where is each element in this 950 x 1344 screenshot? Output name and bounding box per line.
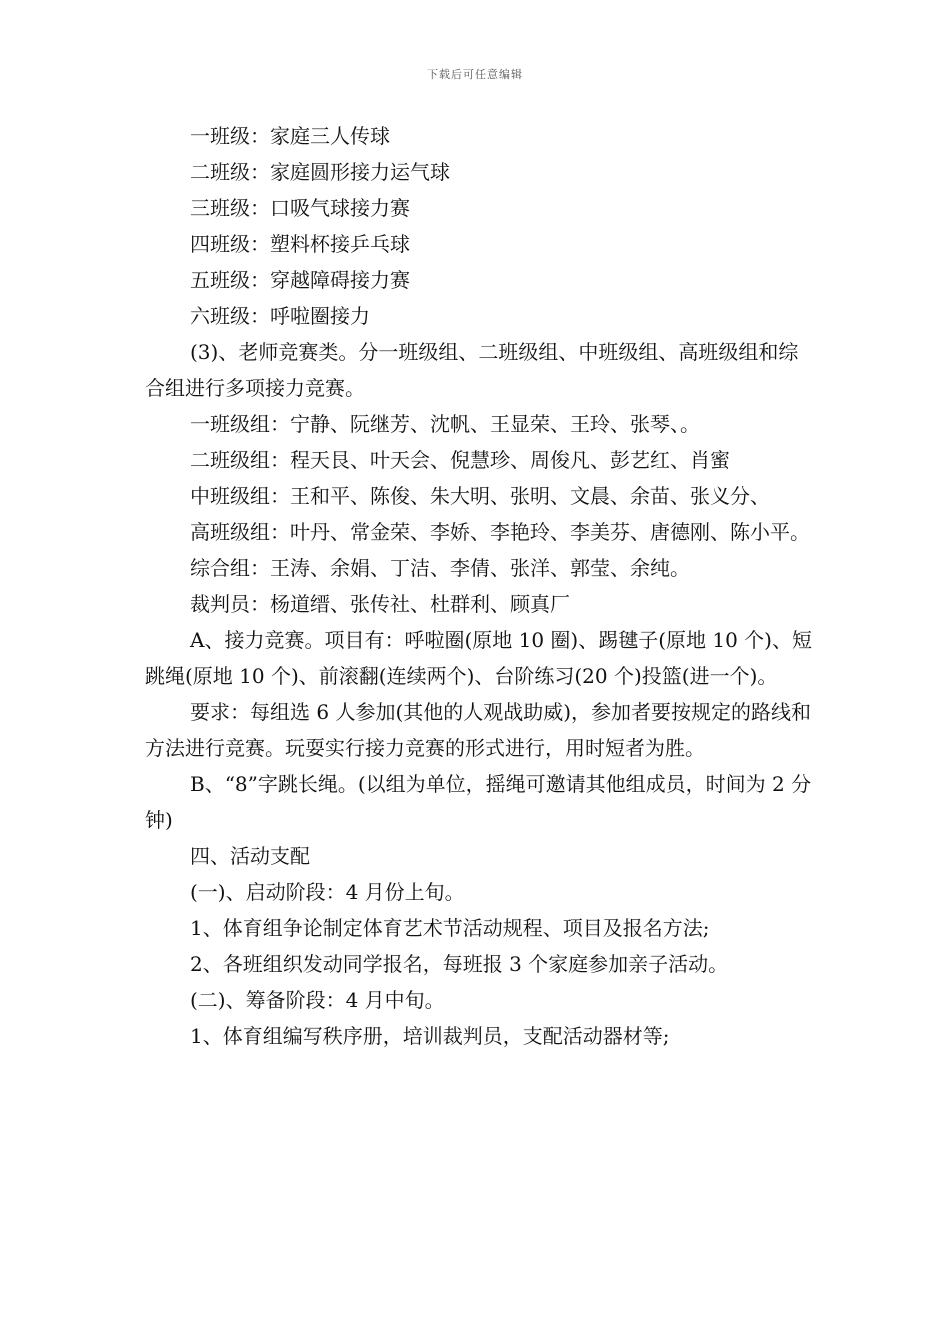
paragraph: 1、体育组争论制定体育艺术节活动规程、项目及报名方法;: [190, 916, 710, 940]
paragraph: 一班级组：宁静、阮继芳、沈帆、王显荣、王玲、张琴、。: [190, 412, 700, 436]
paragraph: 三班级：口吸气球接力赛: [190, 196, 410, 220]
paragraph: 二班级：家庭圆形接力运气球: [190, 160, 450, 184]
paragraph: 裁判员：杨道缙、张传社、杜群利、顾真厂: [190, 592, 570, 616]
paragraph: 综合组：王涛、余娟、丁洁、李倩、张洋、郭莹、余纯。: [190, 556, 690, 580]
paragraph: A、接力竞赛。项目有：呼啦圈(原地 10 圈)、踢毽子(原地 10 个)、短跳绳(原地 10 个)、前滚翻(连续两个)、台阶练习(20 个)投篮(进一个)。: [145, 628, 812, 688]
paragraph: (一)、启动阶段：4 月份上旬。: [190, 880, 465, 904]
paragraph: 四、活动支配: [190, 844, 310, 868]
paragraph: 六班级：呼啦圈接力: [190, 304, 370, 328]
paragraph: 高班级组：叶丹、常金荣、李娇、李艳玲、李美芬、唐德刚、陈小平。: [190, 520, 810, 544]
paragraph: 中班级组：王和平、陈俊、朱大明、张明、文晨、余苗、张义分、: [190, 484, 770, 508]
page-header: 下载后可任意编辑: [427, 68, 523, 81]
paragraph: (二)、筹备阶段：4 月中旬。: [190, 988, 445, 1012]
paragraph: 1、体育组编写秩序册，培训裁判员，支配活动器材等;: [190, 1024, 670, 1048]
paragraph: 要求：每组选 6 人参加(其他的人观战助威)，参加者要按规定的路线和方法进行竞赛。玩耍实行接力竞赛的形式进行，用时短者为胜。: [145, 700, 812, 760]
paragraph: 二班级组：程天艮、叶天会、倪慧珍、周俊凡、彭艺红、肖蜜: [190, 448, 730, 472]
document-body: [145, 118, 815, 1054]
paragraph: 2、各班组织发动同学报名，每班报 3 个家庭参加亲子活动。: [190, 952, 729, 976]
paragraph: 一班级：家庭三人传球: [190, 124, 390, 148]
paragraph: 五班级：穿越障碍接力赛: [190, 268, 410, 292]
paragraph: 四班级：塑料杯接乒乓球: [190, 232, 410, 256]
paragraph: (3)、老师竞赛类。分一班级组、二班级组、中班级组、高班级组和综合组进行多项接力竞赛。: [145, 340, 799, 400]
paragraph: B、“8”字跳长绳。(以组为单位，摇绳可邀请其他组成员，时间为 2 分钟): [145, 772, 812, 832]
